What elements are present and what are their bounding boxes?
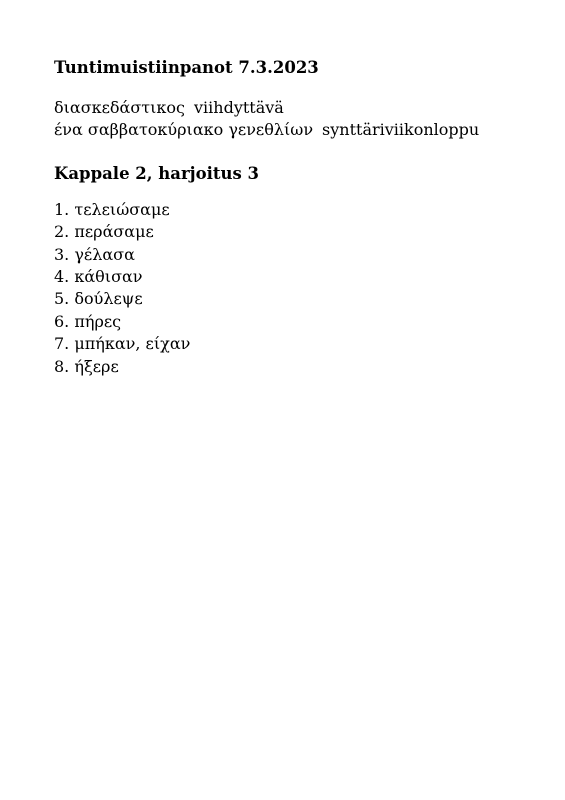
answer-item: 6. πήρες [54,311,122,331]
greek-term: ένα σαββατοκύριακο γενεθλίων [54,120,314,139]
exercise-heading: Kappale 2, harjoitus 3 [54,164,260,183]
answer-item: 8. ήξερε [54,356,119,376]
page-title: Tuntimuistiinpanot 7.3.2023 [54,58,319,77]
greek-term: διασκεδάστικος [54,98,185,117]
answer-item: 2. περάσαμε [54,222,154,242]
vocabulary-entry [54,97,545,119]
answer-item: 5. δούλεψε [54,289,143,309]
vocabulary-entry [54,119,545,141]
answer-item: 3. γέλασα [54,244,135,264]
vocabulary-section [54,97,545,141]
finnish-translation: viihdyttävä [194,98,284,117]
answer-item: 1. τελειώσαμε [54,199,170,219]
answer-list [54,199,545,378]
document-page [54,57,545,378]
answer-item: 7. μπήκαν, είχαν [54,334,191,354]
answer-item: 4. κάθισαν [54,266,143,286]
finnish-translation: synttäriviikonloppu [322,120,480,139]
